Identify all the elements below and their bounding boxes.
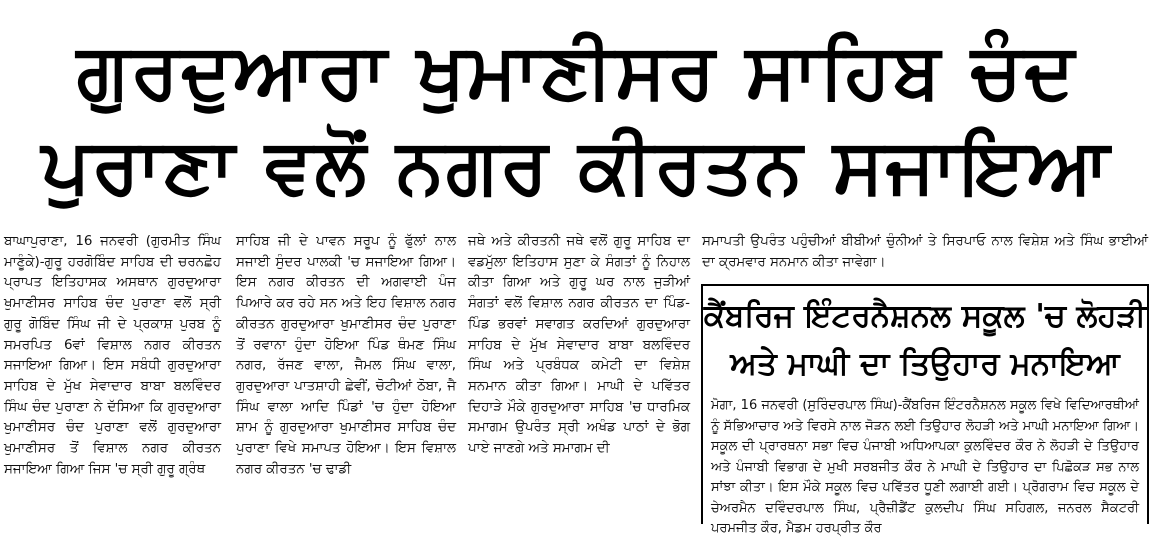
- article-column-2: [236, 232, 456, 524]
- headline-line-1: ਗੁਰਦੁਆਰਾ ਖੁਮਾਣੀਸਰ ਸਾਹਿਬ ਚੰਦ: [76, 26, 1077, 115]
- boxed-article-body-text: ਮੋਗਾ, 16 ਜਨਵਰੀ (ਸੁਰਿੰਦਰਪਾਲ ਸਿੰਘ)-ਕੈਂਬਰਿਜ ਇੰਟਰਨੈਸ਼ਨਲ ਸਕੂਲ ਵਿਖੇ ਵਿਦਿਆਰਥੀਆਂ ਨੂੰ ਸੱਭਿਆਚਾਰ ਅਤੇ ਵਿਰਸੇ ਨਾਲ ਜੋੜਨ ਲਈ ਤਿਉਹਾਰ ਲੋਹੜੀ ਅਤੇ ਮਾਘੀ ਮਨਾਇਆ ਗਿਆ। ਸਕੂਲ ਦੀ ਪ੍ਰਾਰਥਨਾ ਸਭਾ ਵਿਚ ਪੰਜਾਬੀ ਅਧਿਆਪਕਾ ਕੁਲਵਿੰਦਰ ਕੌਰ ਨੇ ਲੋਹੜੀ ਦੇ ਤਿਉਹਾਰ ਅਤੇ ਪੰਜਾਬੀ ਵਿਭਾਗ ਦੇ ਮੁਖੀ ਸਰਬਜੀਤ ਕੌਰ ਨੇ ਮਾਘੀ ਦੇ ਤਿਉਹਾਰ ਦਾ ਪਿਛੋਕੜ ਸਭ ਨਾਲ ਸਾਂਝਾ ਕੀਤਾ। ਇਸ ਮੌਕੇ ਸਕੂਲ ਵਿਚ ਪਵਿੱਤਰ ਧੂਣੀ ਲਗਾਈ ਗਈ। ਪ੍ਰੋਗਰਾਮ ਵਿਚ ਸਕੂਲ ਦੇ ਚੇਅਰਮੈਨ ਦਵਿੰਦਰਪਾਲ ਸਿੰਘ, ਪ੍ਰੈਜ਼ੀਡੈਂਟ ਕੁਲਦੀਪ ਸਿੰਘ ਸਹਿਗਲ, ਜਨਰਲ ਸੈਕਟਰੀ ਪਰਮਜੀਤ ਕੌਰ, ਮੈਡਮ ਹਰਪ੍ਰੀਤ ਕੌਰ: [711, 398, 1139, 536]
- boxed-article: [701, 284, 1149, 536]
- article-column-2-text: ਸਾਹਿਬ ਜੀ ਦੇ ਪਾਵਨ ਸਰੂਪ ਨੂੰ ਫੁੱਲਾਂ ਨਾਲ ਸਜਾਈ ਸੁੰਦਰ ਪਾਲਕੀ 'ਚ ਸਜਾਇਆ ਗਿਆ। ਇਸ ਨਗਰ ਕੀਰਤਨ ਦੀ ਅਗਵਾਈ ਪੰਜ ਪਿਆਰੇ ਕਰ ਰਹੇ ਸਨ ਅਤੇ ਇਹ ਵਿਸ਼ਾਲ ਨਗਰ ਕੀਰਤਨ ਗੁਰਦੁਆਰਾ ਖੁਮਾਣੀਸਰ ਚੰਦ ਪੁਰਾਣਾ ਤੋਂ ਰਵਾਨਾ ਹੁੰਦਾ ਹੋਇਆ ਪਿੰਡ ਥੰਮਣ ਸਿੰਘ ਨਗਰ, ਰੱਜਣ ਵਾਲਾ, ਜੈਮਲ ਸਿੰਘ ਵਾਲਾ, ਗੁਰਦੁਆਰਾ ਪਾਤਸ਼ਾਹੀ ਛੇਵੀਂ, ਚੋਟੀਆਂ ਠੋਬਾ, ਜੈ ਸਿੰਘ ਵਾਲਾ ਆਦਿ ਪਿੰਡਾਂ 'ਚ ਹੁੰਦਾ ਹੋਇਆ ਸ਼ਾਮ ਨੂੰ ਗੁਰਦੁਆਰਾ ਖੁਮਾਣੀਸਰ ਸਾਹਿਬ ਚੰਦ ਪੁਰਾਣਾ ਵਿਖੇ ਸਮਾਪਤ ਹੋਇਆ। ਇਸ ਵਿਸ਼ਾਲ ਨਗਰ ਕੀਰਤਨ 'ਚ ਢਾਡੀ: [236, 234, 456, 477]
- headline-line-2: ਪੁਰਾਣਾ ਵਲੋਂ ਨਗਰ ਕੀਰਤਨ ਸਜਾਇਆ: [41, 121, 1112, 210]
- article-column-4: [702, 232, 1148, 274]
- article-column-3-text: ਜਥੇ ਅਤੇ ਕੀਰਤਨੀ ਜਥੇ ਵਲੋਂ ਗੁਰੂ ਸਾਹਿਬ ਦਾ ਵਡਮੁੱਲਾ ਇਤਿਹਾਸ ਸੁਣਾ ਕੇ ਸੰਗਤਾਂ ਨੂੰ ਨਿਹਾਲ ਕੀਤਾ ਗਿਆ ਅਤੇ ਗੁਰੂ ਘਰ ਨਾਲ ਜੁੜੀਆਂ ਸੰਗਤਾਂ ਵਲੋਂ ਵਿਸ਼ਾਲ ਨਗਰ ਕੀਰਤਨ ਦਾ ਪਿੰਡ-ਪਿੰਡ ਭਰਵਾਂ ਸਵਾਗਤ ਕਰਦਿਆਂ ਗੁਰਦੁਆਰਾ ਸਾਹਿਬ ਦੇ ਮੁੱਖ ਸੇਵਾਦਾਰ ਬਾਬਾ ਬਲਵਿੰਦਰ ਸਿੰਘ ਅਤੇ ਪ੍ਰਬੰਧਕ ਕਮੇਟੀ ਦਾ ਵਿਸ਼ੇਸ਼ ਸਨਮਾਨ ਕੀਤਾ ਗਿਆ। ਮਾਘੀ ਦੇ ਪਵਿੱਤਰ ਦਿਹਾੜੇ ਮੌਕੇ ਗੁਰਦੁਆਰਾ ਸਾਹਿਬ 'ਚ ਧਾਰਮਿਕ ਸਮਾਗਮ ਉਪਰੰਤ ਸ੍ਰੀ ਅਖੰਡ ਪਾਠਾਂ ਦੇ ਭੋਗ ਪਾਏ ਜਾਣਗੇ ਅਤੇ ਸਮਾਗਮ ਦੀ: [468, 234, 690, 457]
- boxed-article-title-line-2: ਅਤੇ ਮਾਘੀ ਦਾ ਤਿਉਹਾਰ ਮਨਾਇਆ: [730, 346, 1120, 382]
- article-column-4-text: ਸਮਾਪਤੀ ਉਪਰੰਤ ਪਹੁੰਚੀਆਂ ਬੀਬੀਆਂ ਚੁੰਨੀਆਂ ਤੇ ਸਿਰਪਾਓ ਨਾਲ ਵਿਸ਼ੇਸ਼ ਅਤੇ ਸਿੰਘ ਭਾਈਆਂ ਦਾ ਕ੍ਰਮਵਾਰ ਸਨਮਾਨ ਕੀਤਾ ਜਾਵੇਗਾ।: [702, 234, 1148, 270]
- article-column-1-text: ਬਾਘਾਪੁਰਾਣਾ, 16 ਜਨਵਰੀ (ਗੁਰਮੀਤ ਸਿੰਘ ਮਾਣੂੰਕੇ)-ਗੁਰੂ ਹਰਗੋਬਿੰਦ ਸਾਹਿਬ ਦੀ ਚਰਨਛੋਹ ਪ੍ਰਾਪਤ ਇਤਿਹਾਸਕ ਅਸਥਾਨ ਗੁਰਦੁਆਰਾ ਖੁਮਾਣੀਸਰ ਸਾਹਿਬ ਚੰਦ ਪੁਰਾਣਾ ਵਲੋਂ ਸ੍ਰੀ ਗੁਰੂ ਗੋਬਿੰਦ ਸਿੰਘ ਜੀ ਦੇ ਪ੍ਰਕਾਸ਼ ਪੁਰਬ ਨੂੰ ਸਮਰਪਿਤ 6ਵਾਂ ਵਿਸ਼ਾਲ ਨਗਰ ਕੀਰਤਨ ਸਜਾਇਆ ਗਿਆ। ਇਸ ਸਬੰਧੀ ਗੁਰਦੁਆਰਾ ਸਾਹਿਬ ਦੇ ਮੁੱਖ ਸੇਵਾਦਾਰ ਬਾਬਾ ਬਲਵਿੰਦਰ ਸਿੰਘ ਚੰਦ ਪੁਰਾਣਾ ਨੇ ਦੱਸਿਆ ਕਿ ਗੁਰਦੁਆਰਾ ਖੁਮਾਣੀਸਰ ਚੰਦ ਪੁਰਾਣਾ ਵਲੋਂ ਗੁਰਦੁਆਰਾ ਖੁਮਾਣੀਸਰ ਤੋਂ ਵਿਸ਼ਾਲ ਨਗਰ ਕੀਰਤਨ ਸਜਾਇਆ ਗਿਆ ਜਿਸ 'ਚ ਸ੍ਰੀ ਗੁਰੂ ਗ੍ਰੰਥ: [4, 234, 221, 477]
- article-column-1: [4, 232, 221, 524]
- boxed-article-body: [711, 396, 1139, 540]
- article-column-3: [468, 232, 690, 524]
- boxed-article-title-line-1: ਕੈਂਬਰਿਜ ਇੰਟਰਨੈਸ਼ਨਲ ਸਕੂਲ 'ਚ ਲੋਹੜੀ: [703, 298, 1147, 334]
